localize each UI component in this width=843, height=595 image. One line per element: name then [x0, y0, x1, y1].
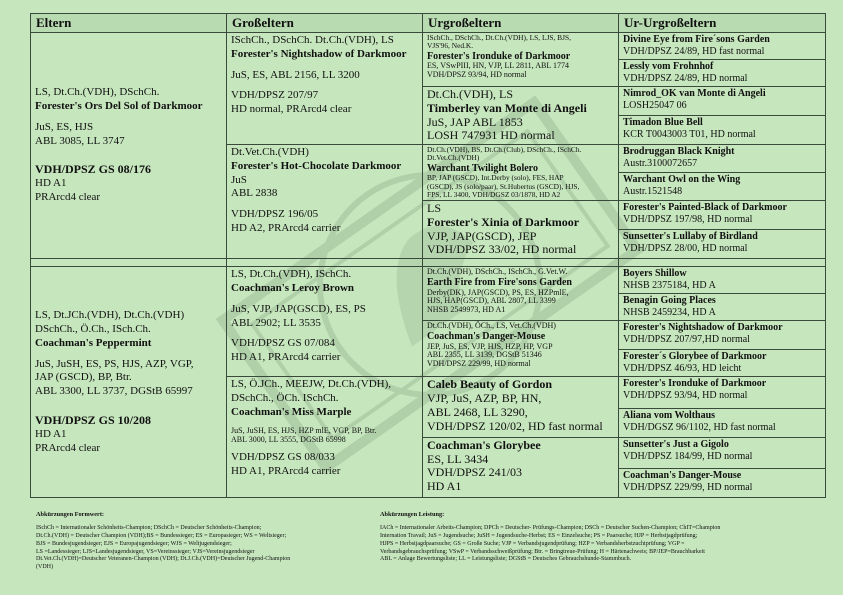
gp-info: ABL 2838 [231, 187, 278, 200]
gp-info: JuS, JuSH, ES, HJS, HZP mlE, VGP, BP, Btr. [231, 425, 377, 435]
gggp-reg: NHSB 2375184, HD A [623, 280, 716, 292]
ggp-reg: VDH/DPSZ 120/02, HD fast normal [427, 418, 603, 433]
sire-info: JuS, ES, HJS [35, 120, 94, 133]
ggp-title: Dt.Ch.(VDH), LS [427, 87, 513, 101]
footer-left-title: Abkürzungen Formwert: [36, 511, 105, 518]
ggg-cell [619, 377, 826, 408]
ggp-info: ABL 2468, LL 3290, [427, 405, 528, 420]
ggp-reg: VDH/DPSZ 229/99, HD normal [427, 359, 531, 369]
gp-info: ABL 2902; LL 3535 [231, 316, 321, 329]
sire-hd: HD A1 [35, 177, 67, 190]
ggp-title: Dt.Ch.(VDH), BS, Dt.Ch.(Club), DSchCh., ISchCh. [427, 145, 582, 155]
gp-info: JuS [231, 173, 247, 186]
header-grosseltern: Großeltern [227, 14, 423, 33]
great-grandparent-cell [423, 377, 619, 437]
great-grandparent-cell [423, 437, 619, 497]
dam-title: DSchCh., Ö.Ch., ISch.Ch. [35, 323, 151, 336]
ggp-reg: VDH/DPSZ 241/03 [427, 465, 523, 480]
dam-info: JuS, JuSH, ES, PS, HJS, AZP, VGP, [35, 357, 194, 370]
gggp-reg: Austr.1521548 [623, 186, 683, 198]
gp-name: Forester's Hot-Chocolate Darkmoor [231, 159, 402, 172]
great-grandparent-cell [423, 201, 619, 259]
gggp-name: Forester´s Glorybee of Darkmoor [623, 351, 767, 363]
gggp-name: Brodruggan Black Knight [623, 146, 735, 158]
footer-line: ABL = Anlage Bewertungsliste; LL = Leistungsliste; DGStB = Deutsches Gebrauchshunde-Stammbuch. [380, 556, 632, 563]
gp-hd: HD A1, PRArcd4 carrier [231, 465, 341, 478]
ggp-hd: HD A1 [427, 479, 462, 494]
gggp-name: Lessly vom Frohnhof [623, 61, 714, 72]
ggp-name: Caleb Beauty of Gordon [427, 377, 553, 392]
footer-formwert [36, 511, 366, 572]
gggp-reg: VDH/DPSZ 24/89, HD normal [623, 73, 748, 84]
gp-reg: VDH/DPSZ 207/97 [231, 89, 319, 102]
gp-title: DSchCh., ÖCh. ISchCh. [231, 392, 339, 405]
ggg-cell [619, 60, 826, 87]
gggp-name: Aliana vom Wolthaus [623, 409, 716, 421]
dam-title: LS, Dt.JCh.(VDH), Dt.Ch.(VDH) [35, 309, 185, 322]
gggp-name: Timadon Blue Bell [623, 117, 703, 129]
great-grandparent-cell [423, 87, 619, 145]
ggp-name: Forester's Xinia of Darkmoor [427, 214, 580, 229]
sire-title: LS, Dt.Ch.(VDH), DSchCh. [35, 86, 160, 99]
dam-cell [31, 267, 227, 498]
gggp-reg: VDH/DPSZ 207/97,HD normal [623, 334, 750, 346]
ggp-info: (GSCD), JS (solo/paar), St.Hubertus (GSCD), HJS, [427, 181, 580, 191]
ggp-reg: LOSH 747931 HD normal [427, 128, 555, 143]
ggp-title: VJS'96, Ned.K. [427, 41, 474, 51]
gggp-reg: NHSB 2459234, HD A [623, 307, 716, 319]
gggp-reg: VDH/DPSZ 93/94, HD normal [623, 390, 748, 402]
ggp-title: Dt.Ch.(VDH), ÖCh., LS, Vet.Ch.(VDH) [427, 321, 556, 331]
ggg-cell [619, 33, 826, 60]
gp-name: Forester's Nightshadow of Darkmoor [231, 47, 407, 60]
ggg-cell [619, 437, 826, 468]
footer-line: IACh = Internationaler Arbeits-Champion; DPCh = Deutscher- Prüfungs-Champion; DSCh = Deutscher Suchen-Champion; ChIT=Champion [380, 525, 721, 532]
footer-line: (VDH) [36, 564, 53, 571]
dam-hd: HD A1 [35, 427, 67, 440]
gp-info: JuS, VJP, JAP(GSCD), ES, PS [231, 302, 366, 315]
ggp-reg: VDH/DPSZ 93/94, HD normal [427, 69, 527, 79]
ggp-info: ES, LL 3434 [427, 451, 489, 466]
ggp-name: Timberley van Monte di Angeli [427, 100, 587, 115]
ggp-name: Coachman's Glorybee [427, 437, 541, 452]
ggp-info: ES, VSwPIII, HN, VJP, LL 2811, ABL 1774 [427, 61, 569, 71]
ggp-info: VJP, JuS, AZP, BP, HN, [427, 391, 542, 406]
gp-reg: VDH/DPSZ GS 07/084 [231, 337, 335, 350]
gp-hd: HD A2, PRArcd4 carrier [231, 221, 341, 234]
gggp-reg: VDH/DPSZ 197/98, HD normal [623, 214, 753, 226]
ggp-title: LS [427, 201, 442, 216]
ggg-cell [619, 230, 826, 259]
separator-row [31, 259, 826, 267]
great-grandparent-cell [423, 33, 619, 87]
ggg-cell [619, 350, 826, 377]
gp-name: Coachman's Leroy Brown [231, 282, 355, 295]
header-row [31, 14, 826, 33]
ggg-cell [619, 469, 826, 498]
grandparent-cell [227, 377, 423, 498]
gp-hd: HD normal, PRArcd4 clear [231, 103, 352, 115]
ggp-info: Derby(DK), JAP(GSCD), PS, ES, HZPmlE, [427, 287, 569, 297]
gp-info: ABL 3000, LL 3555, DGStB 65998 [231, 434, 346, 444]
pedigree-row [31, 267, 826, 294]
sire-pra: PRArcd4 clear [35, 191, 101, 204]
gggp-reg: VDH/DPSZ 28/00, HD normal [623, 243, 748, 255]
ggp-title: Dt.Ch.(VDH), DSchCh., ISchCh., G.Vet.W. [427, 267, 568, 277]
ggp-info: JuS, JAP ABL 1853 [427, 114, 523, 129]
ggp-name: Warchant Twilight Bolero [427, 162, 538, 174]
footer-line: BJS = Bundesjugendsieger; EJS = Europajugendsieger; WJS = Weltjugendsieger; [36, 540, 232, 547]
footer-line: Dt.Ch.(VDH) = Deutscher Champion (VDH);BS = Bundessieger; ES = Europasieger; WS = Weltsieger; [36, 532, 287, 539]
sire-gs: VDH/DPSZ GS 08/176 [35, 162, 152, 177]
gp-hd: HD A1, PRArcd4 carrier [231, 351, 341, 364]
sire-info: ABL 3085, LL 3747 [35, 134, 125, 147]
ggp-name: Coachman's Danger-Mouse [427, 331, 546, 343]
ggg-cell [619, 201, 826, 230]
sire-cell [31, 33, 227, 259]
header-urgrosseltern: Urgroßeltern [423, 14, 619, 33]
ggp-info: JEP, JuS, ES, VJP, HJS, HZP, HP, VGP [427, 341, 553, 351]
footer-leistung [380, 511, 830, 564]
header-eltern: Eltern [31, 14, 227, 33]
gggp-reg: VDH/DGSZ 96/1102, HD fast normal [623, 421, 776, 433]
gp-reg: VDH/DPSZ GS 08/033 [231, 451, 335, 464]
header-ur-urgrosseltern: Ur-Urgroßeltern [619, 14, 826, 33]
footer-right-title: Abkürzungen Leistung: [380, 511, 445, 518]
ggp-name: Forester's Ironduke of Darkmoor [427, 50, 571, 62]
gggp-name: Boyers Shillow [623, 268, 687, 280]
gggp-name: Sunsetter's Lullaby of Birdland [623, 231, 758, 243]
footer-line: Dt.Vet.Ch.(VDH)=Deutscher Veteranen-Champion (VDH); Dt.J.Ch.(VDH)=Deutscher Jugend-Champion [36, 556, 291, 563]
ggp-name: Earth Fire from Fire'sons Garden [427, 277, 572, 289]
ggg-cell [619, 87, 826, 116]
ggg-cell [619, 294, 826, 321]
dam-info: JAP (GSCD), BP, Btr. [35, 371, 132, 384]
gggp-name: Benagin Going Places [623, 295, 716, 307]
gp-info: JuS, ES, ABL 2156, LL 3200 [231, 68, 360, 81]
ggp-reg: VDH/DPSZ 33/02, HD normal [427, 242, 577, 257]
gggp-name: Nimrod_OK van Monte di Angeli [623, 88, 766, 99]
ggp-info: HJS, HAP(GSCD), ABL 2807, LL 3399 [427, 296, 556, 306]
gp-title: LS, Ö.JCh., MEEJW, Dt.Ch.(VDH), [231, 378, 392, 391]
gggp-name: Forester's Painted-Black of Darkmoor [623, 202, 787, 214]
great-grandparent-cell [423, 145, 619, 201]
gggp-name: Warchant Owl on the Wing [623, 174, 741, 186]
grandparent-cell [227, 145, 423, 259]
gggp-reg: LOSH25047 06 [623, 100, 687, 111]
ggg-cell [619, 267, 826, 294]
gggp-name: Sunsetter's Just a Gigolo [623, 438, 729, 450]
ggp-info: BP, JAP (GSCD), Int.Derby (solo), FES, HAP [427, 173, 564, 183]
gggp-reg: Austr.3100072657 [623, 158, 698, 170]
dam-pra: PRArcd4 clear [35, 441, 101, 454]
dam-info: ABL 3300, LL 3737, DGStB 65997 [35, 385, 193, 398]
dam-name: Coachman's Peppermint [35, 336, 152, 349]
ggg-cell [619, 408, 826, 437]
gp-name: Coachman's Miss Marple [231, 405, 352, 418]
great-grandparent-cell [423, 267, 619, 321]
gp-title: Dt.Vet.Ch.(VDH) [231, 146, 309, 159]
ggp-info: ABL 2355, LL 3139, DGStB 51346 [427, 350, 542, 360]
footer-line: Verbandsgebrauchsprüfung; VSwP = Verbandsschweißprüfung; Btr. = Bringtreue-Prüfung; H = Härtenachweis; BP/JEP=Brauchbarkeit [380, 548, 705, 555]
dam-gs: VDH/DPSZ GS 10/208 [35, 412, 152, 427]
gggp-reg: VDH/DPSZ 184/99, HD normal [623, 450, 753, 462]
footer-line: LS =Landessieger; LJS=Landesjugendsieger, VS=Vereinssieger; VJS=Vereinsjugendsieger [36, 548, 255, 555]
gggp-name: Forester's Nightshadow of Darkmoor [623, 322, 783, 334]
footer-line: Internation Travail; JuS = Jugendsuche; JuSH = Jugendsuche-Herbst; ES = Einzelsuche; PS = Paarsuche; HJP = Herbstjagdprüfung; [380, 532, 698, 539]
ggp-title: Dt.Vet.Ch.(VDH) [427, 153, 480, 163]
ggp-reg: NHSB 2549973, HD A1 [427, 305, 506, 315]
grandparent-cell [227, 267, 423, 377]
gggp-reg: KCR T0043003 T01, HD normal [623, 129, 756, 141]
pedigree-row [31, 33, 826, 60]
ggg-cell [619, 321, 826, 350]
gggp-name: Forester's Ironduke of Darkmoor [623, 378, 767, 390]
gggp-reg: VDH/DPSZ 46/93, HD leicht [623, 363, 742, 375]
sire-name: Forester's Ors Del Sol of Darkmoor [35, 100, 203, 113]
gp-title: LS, Dt.Ch.(VDH), ISchCh. [231, 268, 352, 281]
gggp-name: Divine Eye from Fire´sons Garden [623, 34, 770, 45]
great-grandparent-cell [423, 321, 619, 377]
gp-title: ISchCh., DSchCh. Dt.Ch.(VDH), LS [231, 34, 394, 46]
footer-line: ISchCh = Internationaler Schönheits-Champion; DSchCh = Deutscher Schönheits-Champion; [36, 525, 262, 532]
ggp-info: VJP, JAP(GSCD), JEP [427, 228, 537, 243]
gggp-reg: VDH/DPSZ 24/89, HD fast normal [623, 46, 765, 57]
gp-reg: VDH/DPSZ 196/05 [231, 208, 319, 221]
ggp-info: FPS, LL 3400, VDH/DGSZ 03/1878, HD A2 [427, 189, 561, 199]
gggp-reg: VDH/DPSZ 229/99, HD normal [623, 482, 753, 494]
grandparent-cell [227, 33, 423, 145]
ggg-cell [619, 173, 826, 201]
footer-line: HJPS = Herbstjagdpaarsuche; GS = Große Suche; VJP = Verbandsjugendprüfung; HZP = Verbandsherbstzuchtprüfung; VGP = [380, 540, 685, 547]
pedigree-table [30, 13, 826, 498]
gggp-name: Coachman's Danger-Mouse [623, 470, 742, 482]
ggg-cell [619, 145, 826, 173]
ggg-cell [619, 116, 826, 145]
ggp-title: ISchCh., DSchCh., Dt.Ch.(VDH), LS, LJS, BJS, [427, 33, 571, 42]
